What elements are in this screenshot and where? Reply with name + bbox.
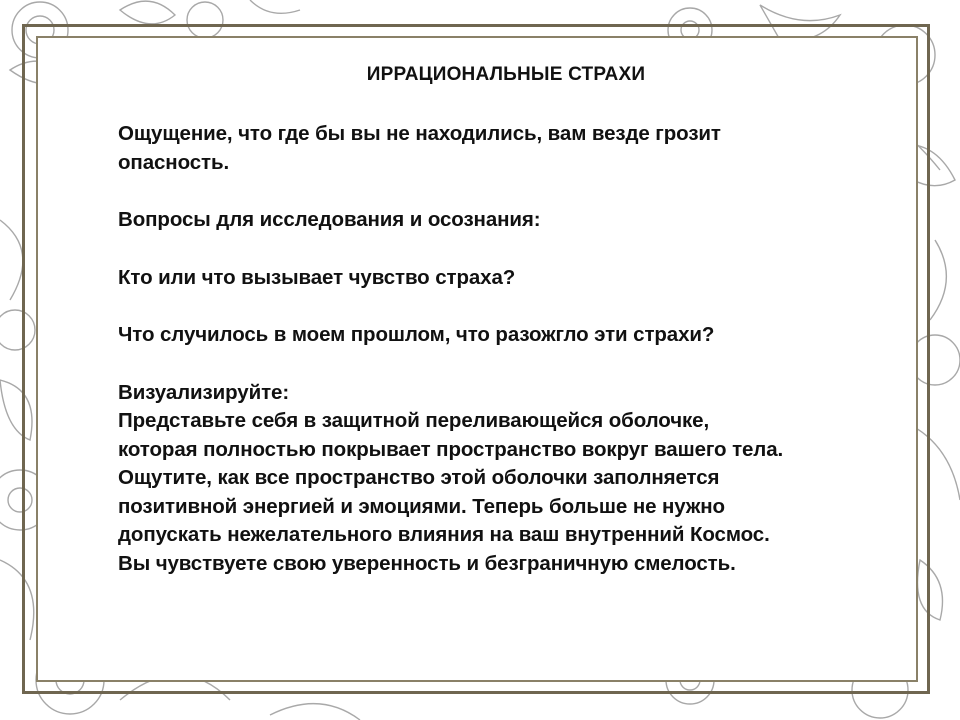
question-1: Кто или что вызывает чувство страха? (118, 265, 516, 289)
intro-line-1: Ощущение, что где бы вы не находились, вам везде грозит (118, 122, 721, 145)
intro-line-2: опасность. (118, 150, 230, 174)
visualize-line: которая полностью покрывает пространство вокруг вашего тела. (118, 437, 784, 461)
visualize-line: допускать нежелательного влияния на ваш внутренний Космос. (118, 523, 770, 546)
visualize-line: позитивной энергией и эмоциями. Теперь больше не нужно (118, 494, 725, 518)
questions-heading: Вопросы для исследования и осознания: (118, 208, 541, 231)
visualize-line: Ощутите, как все пространство этой оболочки заполняется (118, 466, 720, 489)
slide-content (118, 64, 858, 578)
question-2: Что случилось в моем прошлом, что разожгло эти страхи? (118, 323, 715, 346)
visualize-line: Представьте себя в защитной переливающейся оболочке, (118, 409, 710, 432)
visualize-heading: Визуализируйте: (118, 380, 290, 404)
visualize-line: Вы чувствуете свою уверенность и безграничную смелость. (118, 551, 736, 575)
slide-title: ИРРАЦИОНАЛЬНЫЕ СТРАХИ (366, 64, 646, 85)
